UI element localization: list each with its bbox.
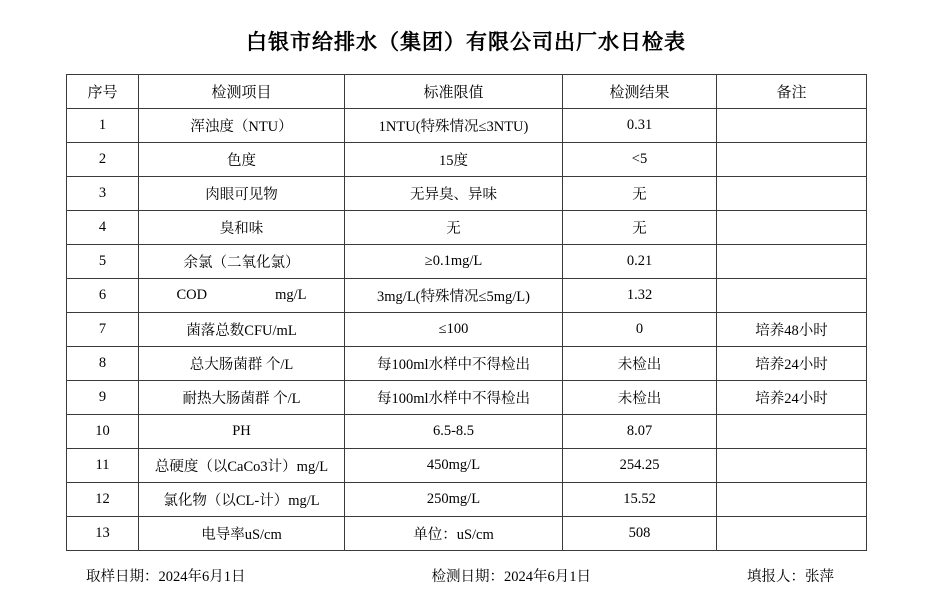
cell-note <box>717 517 867 551</box>
cell-item: 余氯（二氧化氯） <box>139 245 345 279</box>
cell-note <box>717 449 867 483</box>
cell-item: PH <box>139 415 345 449</box>
column-header-limit: 标准限值 <box>345 75 563 109</box>
table-row <box>67 347 867 381</box>
cell-no: 7 <box>67 313 139 347</box>
cell-no: 11 <box>67 449 139 483</box>
cell-item: 电导率uS/cm <box>139 517 345 551</box>
cell-limit: 无异臭、异味 <box>345 177 563 211</box>
cell-note <box>717 415 867 449</box>
table-row <box>67 381 867 415</box>
cell-item: 耐热大肠菌群 个/L <box>139 381 345 415</box>
cell-result: 15.52 <box>563 483 717 517</box>
cell-item: 氯化物（以CL-计）mg/L <box>139 483 345 517</box>
cell-item: 色度 <box>139 143 345 177</box>
table-row <box>67 313 867 347</box>
column-header-note: 备注 <box>717 75 867 109</box>
table-row <box>67 109 867 143</box>
cell-result: 无 <box>563 211 717 245</box>
column-header-no: 序号 <box>67 75 139 109</box>
cell-limit: 每100ml水样中不得检出 <box>345 381 563 415</box>
table-row <box>67 415 867 449</box>
cell-limit: 3mg/L(特殊情况≤5mg/L) <box>345 279 563 313</box>
cell-no: 9 <box>67 381 139 415</box>
cell-note <box>717 245 867 279</box>
cell-no: 5 <box>67 245 139 279</box>
cell-limit: 15度 <box>345 143 563 177</box>
table-row <box>67 211 867 245</box>
cell-no: 12 <box>67 483 139 517</box>
table-row <box>67 279 867 313</box>
cell-no: 6 <box>67 279 139 313</box>
column-header-item: 检测项目 <box>139 75 345 109</box>
cell-no: 4 <box>67 211 139 245</box>
cell-limit: 无 <box>345 211 563 245</box>
reporter-name: 填报人：张萍 <box>747 569 834 585</box>
cell-note <box>717 177 867 211</box>
table-row <box>67 245 867 279</box>
page-title: 白银市给排水（集团）有限公司出厂水日检表 <box>246 30 686 54</box>
cell-result: 0.31 <box>563 109 717 143</box>
cell-no: 3 <box>67 177 139 211</box>
cell-result: 未检出 <box>563 381 717 415</box>
table-row <box>67 483 867 517</box>
cell-limit: 单位：uS/cm <box>345 517 563 551</box>
cell-result: 未检出 <box>563 347 717 381</box>
cell-limit: 每100ml水样中不得检出 <box>345 347 563 381</box>
cell-item: 菌落总数CFU/mL <box>139 313 345 347</box>
cell-item: 浑浊度（NTU） <box>139 109 345 143</box>
cell-note <box>717 143 867 177</box>
cell-limit: 450mg/L <box>345 449 563 483</box>
cell-result: 0.21 <box>563 245 717 279</box>
cell-limit: ≤100 <box>345 313 563 347</box>
cell-note <box>717 279 867 313</box>
document-page <box>0 26 932 605</box>
cell-limit: 250mg/L <box>345 483 563 517</box>
table-header <box>67 75 867 109</box>
cell-limit: 1NTU(特殊情况≤3NTU) <box>345 109 563 143</box>
water-quality-table <box>66 74 867 551</box>
cell-result: 1.32 <box>563 279 717 313</box>
cell-no: 13 <box>67 517 139 551</box>
table-row <box>67 449 867 483</box>
cell-item-unit: mg/L <box>275 287 307 303</box>
cell-note: 培养24小时 <box>717 347 867 381</box>
cell-no: 2 <box>67 143 139 177</box>
cell-limit: ≥0.1mg/L <box>345 245 563 279</box>
table-header-row <box>67 75 867 109</box>
table-row <box>67 143 867 177</box>
cell-note <box>717 211 867 245</box>
cell-result: 8.07 <box>563 415 717 449</box>
cell-result: 508 <box>563 517 717 551</box>
cell-note <box>717 483 867 517</box>
cell-result: 254.25 <box>563 449 717 483</box>
cell-no: 8 <box>67 347 139 381</box>
cell-result: 无 <box>563 177 717 211</box>
cell-note: 培养24小时 <box>717 381 867 415</box>
cell-result: <5 <box>563 143 717 177</box>
cell-result: 0 <box>563 313 717 347</box>
cell-item: 肉眼可见物 <box>139 177 345 211</box>
cell-note <box>717 109 867 143</box>
cell-item: 总大肠菌群 个/L <box>139 347 345 381</box>
report-footer <box>56 565 876 586</box>
report-table-container <box>66 74 866 551</box>
table-row <box>67 177 867 211</box>
table-body <box>67 109 867 551</box>
cell-no: 1 <box>67 109 139 143</box>
cell-limit: 6.5-8.5 <box>345 415 563 449</box>
sample-date: 取样日期：2024年6月1日 <box>86 569 246 585</box>
cell-note: 培养48小时 <box>717 313 867 347</box>
test-date: 检测日期：2024年6月1日 <box>431 569 591 585</box>
column-header-result: 检测结果 <box>563 75 717 109</box>
cell-item <box>139 279 345 313</box>
cell-item: 臭和味 <box>139 211 345 245</box>
cell-item: 总硬度（以CaCo3计）mg/L <box>139 449 345 483</box>
table-row <box>67 517 867 551</box>
cell-no: 10 <box>67 415 139 449</box>
cell-item-label: COD <box>176 287 208 303</box>
